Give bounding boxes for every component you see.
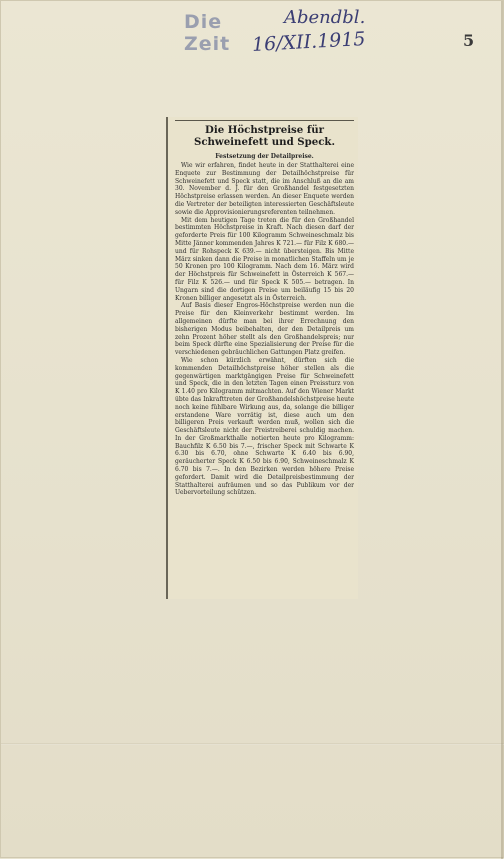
handwritten-date: 16/XII.1915 — [251, 28, 367, 56]
fold-line — [1, 743, 504, 745]
article-paragraph: Wie schon kürzlich erwähnt, dürften sich die kommenden Detailhöchstpreise höher stellen als die gegenwärtigen marktgängigen Preise für Schweinefett und Speck, die in den letzten Tagen einen Preissturz von K 1.40 pro Kilogramm mitmachten. Auf den Wiener Markt übte das Inkrafttreten der Großhandelshöchstpreise heute noch keine fühlbare Wirkung aus, da, solange die billiger erstandene Ware vorrätig ist, diese auch um den billigeren Preis verkauft werden muß, wollen sich die Geschäftsleute nicht der Preistreiberei schuldig machen. In der Großmarkthalle notierten heute pro Kilogramm: Bauchfilz K 6.50 bis 7.—, frischer Speck mit Schwarte K 6.30 bis 6.70, ohne Schwarte K 6.40 bis 6.90, geräucherter Speck K 6.50 bis 6.90, Schweineschmalz K 6.70 bis 7.—. In den Bezirken werden höhere Preise gefordert. Damit wird die Detailpreisbestimmung der Statthalterei aufräumen und so das Publikum vor der Uebervorteilung schützen. — [175, 356, 354, 497]
sheet-edge — [501, 1, 503, 859]
page-number: 5 — [463, 31, 475, 50]
newspaper-clipping — [166, 117, 358, 599]
article-title: Die Höchstpreise für Schweinefett und Speck. — [193, 124, 336, 148]
article-paragraph: Auf Basis dieser Engros-Höchstpreise werden nun die Preise für den Kleinverkehr bestimmt werden. Im allgemeinen dürfte man bei ihrer Errechnung den bisherigen Modus beibehalten, der den Detailpreis um zehn Prozent höher stellt als den Großhandelspreis; nur beim Speck dürfte eine Spezialisierung der Preise für die verschiedenen gebräuchlichen Gattungen Platz greifen. — [175, 302, 354, 357]
article-subtitle: Festsetzung der Detailpreise. — [215, 153, 314, 160]
clipping-top-rule — [175, 120, 354, 121]
article-paragraph: Mit dem heutigen Tage treten die für den Großhandel bestimmten Höchstpreise in Kraft. Nach diesen darf der geforderte Preis für 100 Kilogramm Schweineschmalz bis Mitte Jänner kommenden Jahres K 721.— für Filz K 680.— und für Rohspeck K 639.— nicht übersteigen. Bis Mitte März sinken dann die Preise in monatlichen Staffeln um je 50 Kronen pro 100 Kilogramm. Nach dem 16. März wird der Höchstpreis für Schweinefett in Österreich K 567.— für Filz K 526.— und für Speck K 505.— betragen. In Ungarn sind die dortigen Preise um beiläufig 15 bis 20 Kronen billiger angesetzt als in Österreich. — [175, 216, 354, 302]
newspaper-source-stamp: Die Zeit — [184, 11, 231, 55]
handwritten-edition-note: Abendbl. — [284, 7, 366, 28]
article-paragraph: Wie wir erfahren, findet heute in der Statthalterei eine Enquete zur Bestimmung der Detailhöchstpreise für Schweinefett und Speck statt, die im Anschluß an die am 30. November d. J. für den Großhandel festgesetzten Höchstpreise erlassen werden. An dieser Enquete werden die Vertreter der beteiligten interessierten Geschäftsleute sowie die Approvisionierungsreferenten teilnehmen. — [175, 162, 354, 216]
